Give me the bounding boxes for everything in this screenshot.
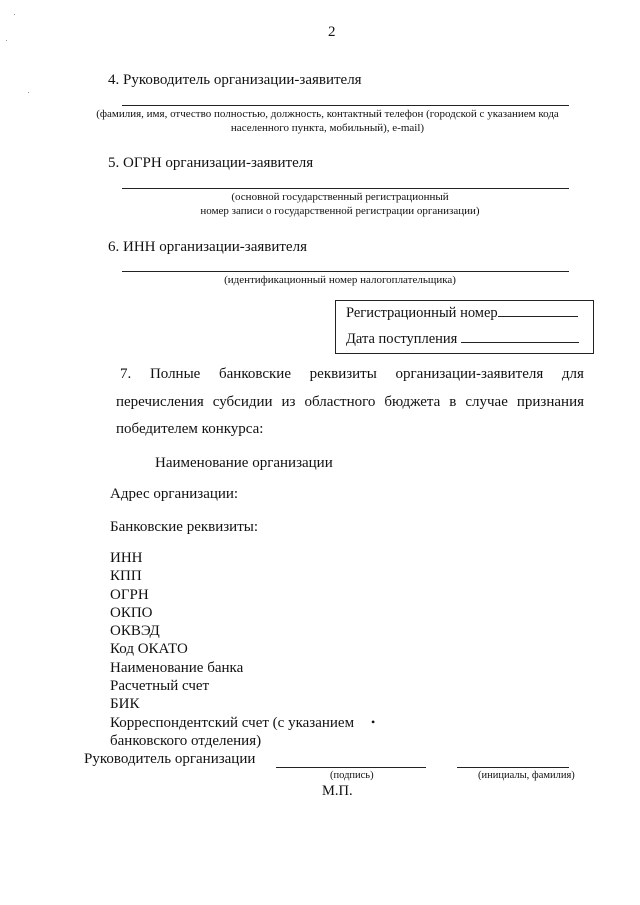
date-row (346, 331, 579, 348)
section-4-label: 4. Руководитель организации-заявителя (108, 72, 362, 88)
section-5-hint-line2: номер записи о государственной регистрации организации) (200, 205, 480, 217)
field-bik: БИК (110, 696, 140, 713)
section-7-word: случае (465, 394, 508, 410)
bank-fields-list (110, 549, 354, 750)
field-account: Расчетный счет (110, 678, 210, 695)
section-7-word: субсидии (212, 394, 273, 410)
section-7-word: банковские (219, 366, 291, 382)
section-5-input-line[interactable] (122, 188, 569, 189)
section-7-word: организации-заявителя (395, 366, 544, 382)
page-number: 2 (328, 24, 336, 40)
section-7-word: бюджета (384, 394, 441, 410)
registration-box (335, 300, 594, 354)
field-okpo: ОКПО (110, 604, 153, 621)
scan-speck (6, 40, 7, 41)
reg-number-blank[interactable] (498, 316, 578, 317)
scan-speck (14, 14, 15, 15)
scan-speck (28, 92, 29, 93)
date-label: Дата поступления (346, 331, 458, 347)
org-address-label: Адрес организации: (110, 486, 239, 502)
field-corr-account-cont: банковского отделения) (110, 732, 262, 749)
head-label: Руководитель организации (84, 751, 256, 767)
bank-details-label: Банковские реквизиты: (110, 519, 259, 535)
section-6-hint: (идентификационный номер налогоплательщика) (224, 274, 456, 286)
field-bank-name: Наименование банка (110, 659, 244, 676)
section-5-label: 5. ОГРН организации-заявителя (108, 155, 314, 171)
field-inn: ИНН (110, 550, 143, 566)
field-corr-account: Корреспондентский счет (с указанием (110, 714, 355, 731)
section-7-word: перечисления (116, 394, 204, 410)
section-7-word: признания (516, 394, 584, 410)
field-okved: ОКВЭД (110, 623, 160, 640)
section-7-line1 (120, 366, 584, 383)
field-kpp: КПП (110, 568, 142, 585)
date-blank[interactable] (461, 342, 579, 343)
section-7-line3: победителем конкурса: (116, 421, 264, 437)
signature-caption: (подпись) (330, 770, 374, 781)
stamp-label: М.П. (322, 783, 353, 799)
field-okato: Код ОКАТО (110, 641, 188, 658)
section-5-hint-line1: (основной государственный регистрационный (231, 191, 449, 203)
section-7-word: реквизиты (309, 366, 377, 382)
section-7-word: в (449, 394, 457, 410)
field-ogrn: ОГРН (110, 586, 149, 603)
section-4-hint-line1: (фамилия, имя, отчество полностью, должность, контактный телефон (городской с указанием кода (96, 108, 559, 120)
section-7-word: Полные (149, 366, 201, 382)
section-7-word: для (561, 366, 584, 382)
dot-mark: • (371, 715, 376, 729)
section-6-label: 6. ИНН организации-заявителя (108, 239, 307, 255)
signature-line[interactable] (276, 767, 426, 768)
section-7-line2 (116, 394, 584, 411)
section-6-input-line[interactable] (122, 271, 569, 272)
section-7-word: из (281, 394, 296, 410)
section-7-word: 7. (120, 366, 132, 382)
initials-line[interactable] (457, 767, 569, 768)
section-4-input-line[interactable] (122, 105, 569, 106)
initials-caption: (инициалы, фамилия) (478, 770, 575, 781)
section-4-hint-line2: населенного пункта, мобильный), e-mail) (230, 122, 425, 134)
org-name-label: Наименование организации (155, 455, 333, 471)
reg-number-label: Регистрационный номер (346, 305, 498, 321)
reg-number-row (346, 305, 578, 322)
section-7-word: областного (304, 394, 376, 410)
